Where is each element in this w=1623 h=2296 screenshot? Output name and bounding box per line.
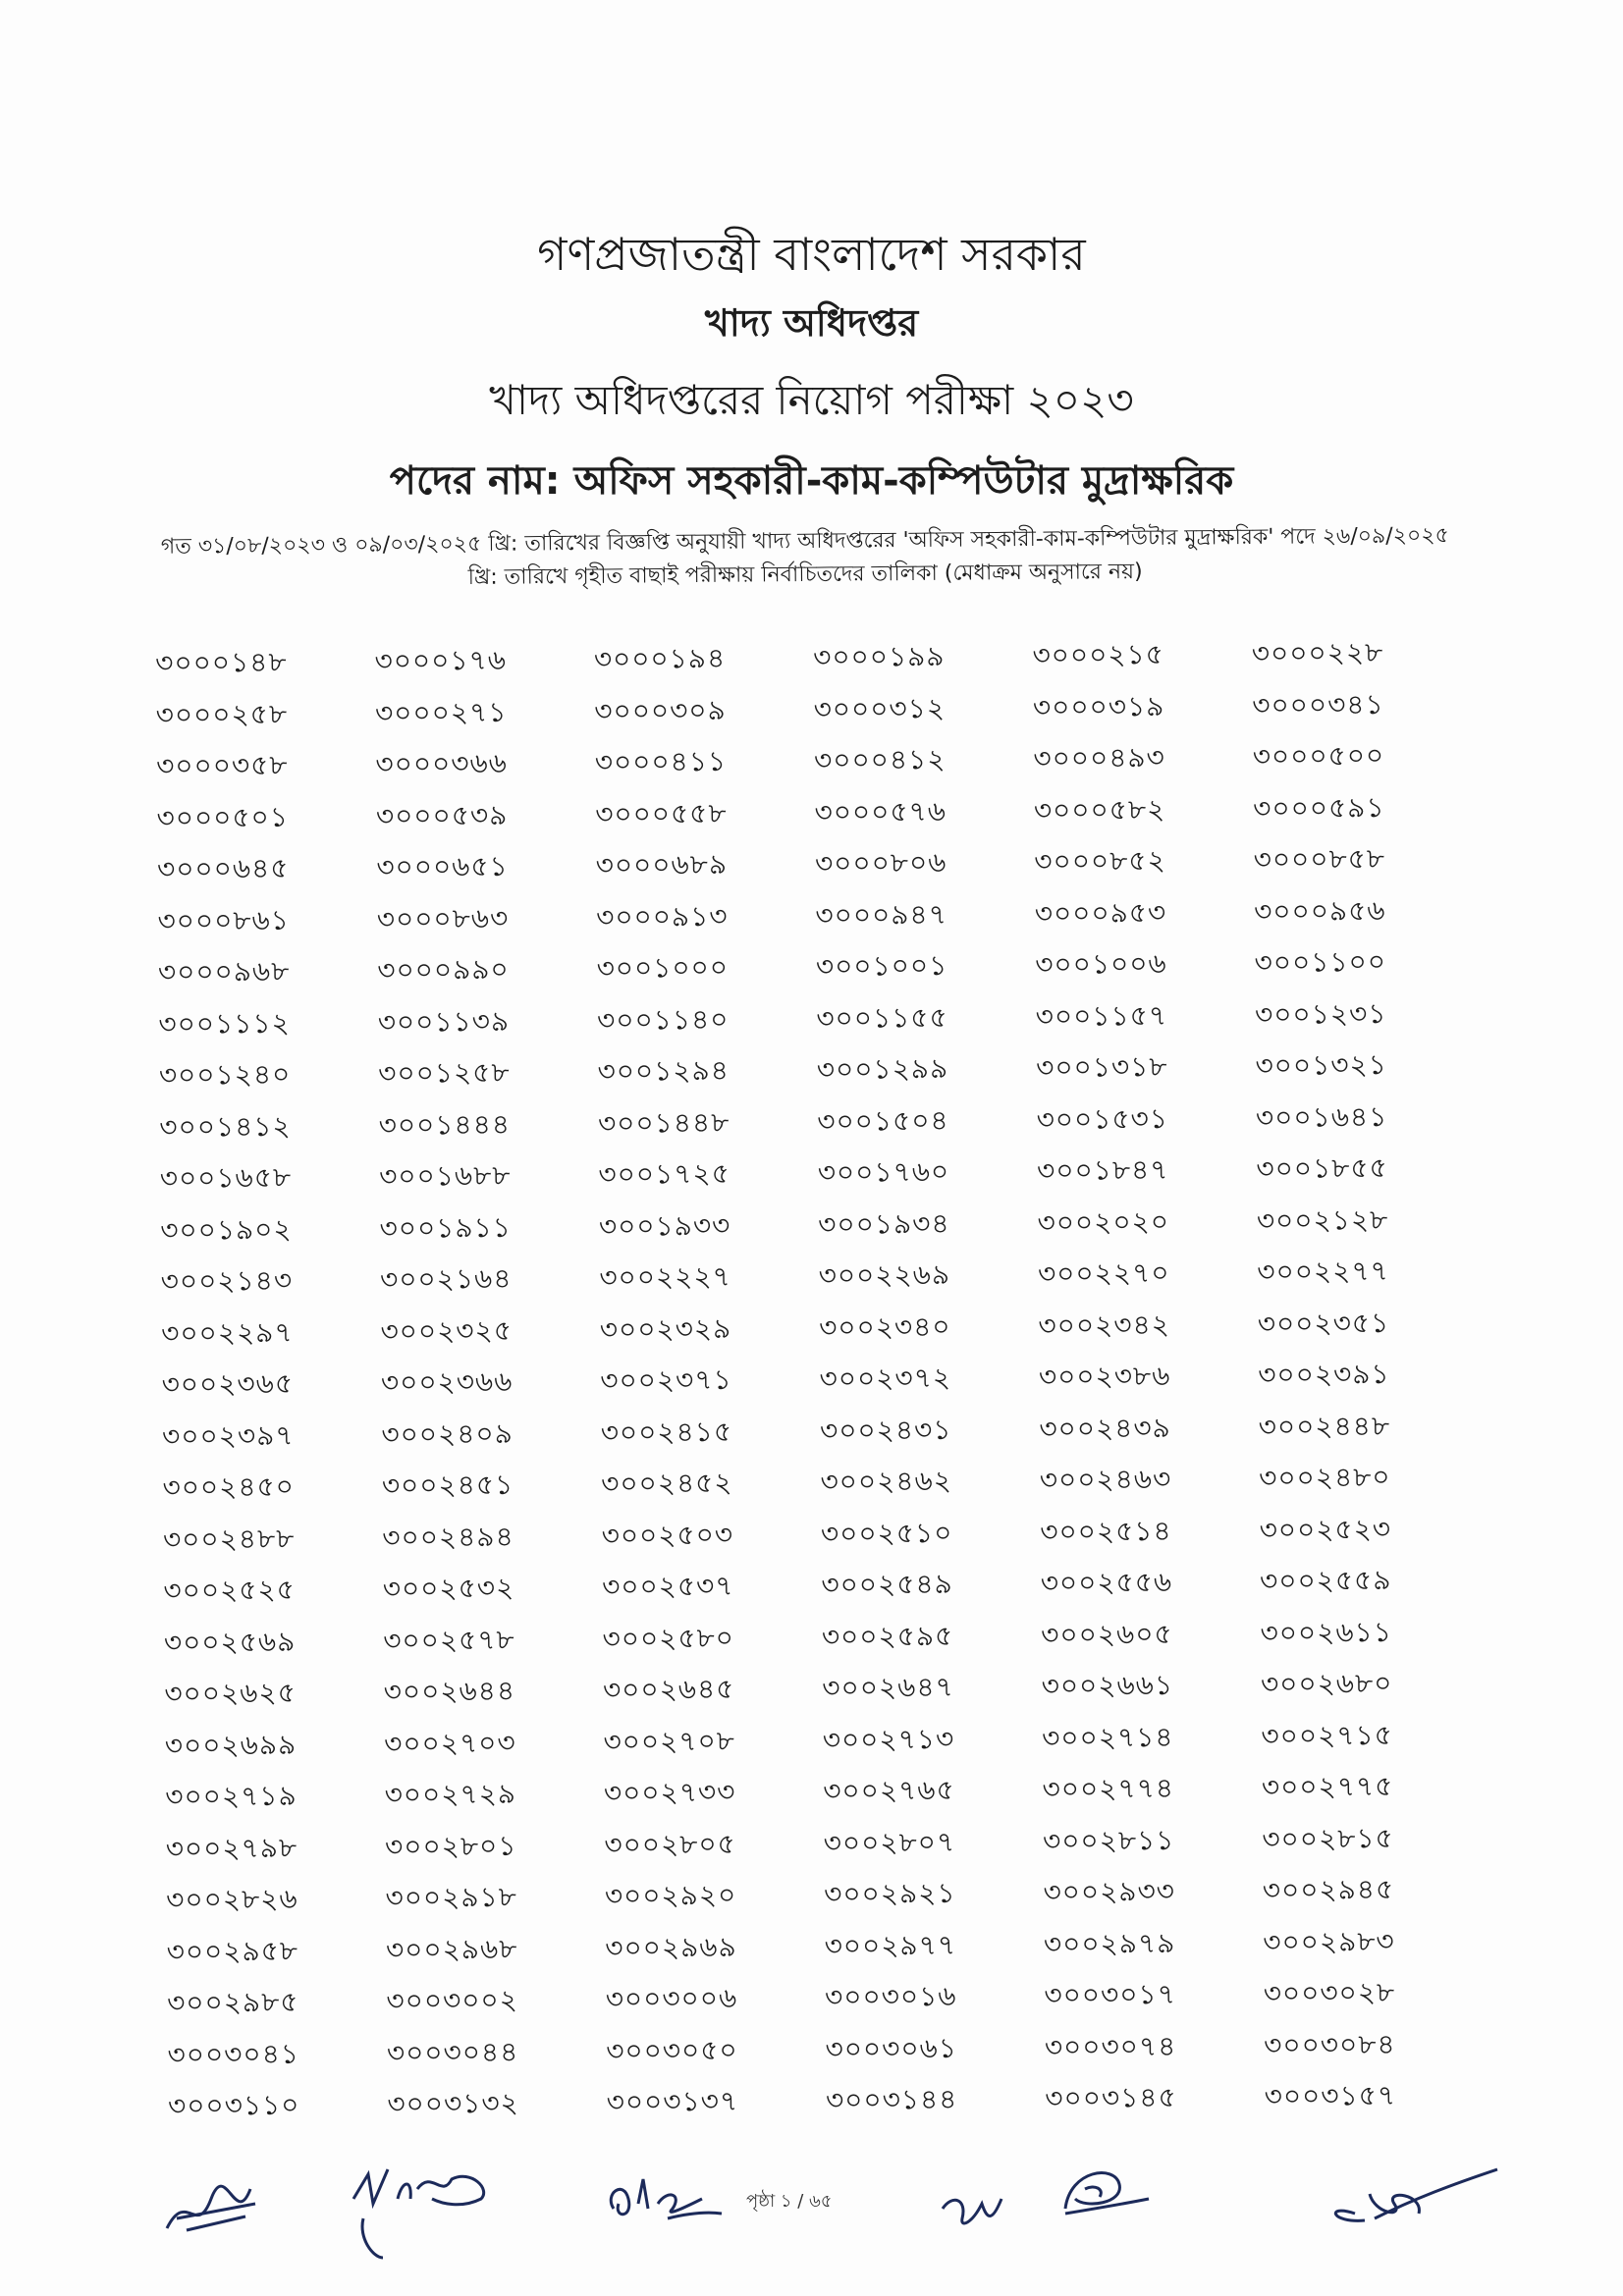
roll-number-cell: ৩০০৩১৪৪ <box>825 2082 958 2117</box>
roll-number-cell: ৩০০২৫৫৯ <box>1259 1563 1392 1598</box>
roll-number-cell: ৩০০২৪৫১ <box>381 1468 514 1502</box>
roll-number-cell: ৩০০২৭১৯ <box>165 1779 298 1813</box>
roll-number-cell: ৩০০২৩৬৬ <box>380 1364 514 1399</box>
roll-number-cell: ৩০০০৫০০ <box>1252 739 1385 774</box>
roll-number-cell: ৩০০০৫৩৯ <box>375 798 509 832</box>
roll-number-cell: ৩০০২৫৬৯ <box>163 1625 297 1659</box>
page-number: পৃষ্ঠা ১ / ৬৫ <box>746 2191 833 2212</box>
roll-number-cell: ৩০০০১৪৮ <box>155 645 288 679</box>
roll-number-cell: ৩০০২৯৭৯ <box>1043 1926 1176 1960</box>
roll-number-cell: ৩০০২৮১৫ <box>1262 1821 1394 1855</box>
roll-number-cell: ৩০০২৩৫১ <box>1257 1306 1390 1340</box>
roll-number-cell: ৩০০৩০২৮ <box>1263 1975 1396 2010</box>
roll-number-cell: ৩০০০৮৬১ <box>157 903 291 937</box>
exam-title: খাদ্য অধিদপ্তরের নিয়োগ পরীক্ষা ২০২৩ <box>489 376 1134 424</box>
roll-number-cell: ৩০০১২৩১ <box>1254 996 1387 1031</box>
roll-number-cell: ৩০০২৩৪২ <box>1038 1308 1171 1342</box>
roll-number-cell: ৩০০২৪৫২ <box>601 1466 733 1500</box>
roll-number-cell: ৩০০১৮৫৫ <box>1256 1150 1388 1186</box>
roll-number-cell: ৩০০২৬৮০ <box>1260 1666 1393 1701</box>
roll-number-cell: ৩০০২৭৭৫ <box>1261 1769 1394 1804</box>
roll-number-cell: ৩০০১১১২ <box>158 1006 291 1041</box>
roll-number-cell: ৩০০২৬৪৭ <box>822 1670 954 1705</box>
roll-number-cell: ৩০০১৬৮৮ <box>378 1158 512 1193</box>
roll-number-cell: ৩০০২৩৬৫ <box>161 1366 295 1401</box>
roll-number-cell: ৩০০২৩৮৬ <box>1038 1359 1171 1394</box>
roll-number-cell: ৩০০১৯০২ <box>160 1212 293 1247</box>
signature-4-icon <box>933 2169 1011 2238</box>
roll-number-cell: ৩০০২২৯৭ <box>161 1315 294 1350</box>
roll-number-cell: ৩০০১৮৪৭ <box>1036 1152 1169 1188</box>
roll-number-cell: ৩০০২৩৪০ <box>818 1309 951 1344</box>
roll-number-cell: ৩০০২৫৮০ <box>602 1621 735 1655</box>
roll-number-cell: ৩০০২৭৭৪ <box>1042 1771 1175 1806</box>
roll-number-cell: ৩০০২৫৪৯ <box>821 1567 953 1602</box>
roll-number-cell: ৩০০২৪১৫ <box>600 1415 733 1449</box>
roll-number-cell: ৩০০২৫০৩ <box>601 1518 734 1552</box>
roll-number-cell: ৩০০৩০১৭ <box>1044 1977 1176 2012</box>
roll-number-cell: ৩০০০৯৪৭ <box>815 897 947 932</box>
roll-number-cell: ৩০০১৫৩১ <box>1036 1101 1169 1136</box>
roll-number-cell: ৩০০২২৬৯ <box>818 1257 951 1293</box>
roll-number-cell: ৩০০২৭৯৮ <box>165 1831 298 1865</box>
roll-number-cell: ৩০০০৩১৯ <box>1032 689 1165 723</box>
roll-number-cell: ৩০০২৭৩৩ <box>603 1775 736 1809</box>
roll-number-cell: ৩০০১১৪০ <box>596 1002 730 1037</box>
roll-number-cell: ৩০০২৩৭২ <box>819 1361 952 1396</box>
roll-number-cell: ৩০০০৫৯১ <box>1253 790 1385 825</box>
roll-number-cell: ৩০০২৪৩৯ <box>1039 1411 1171 1445</box>
roll-number-cell: ৩০০২৫৫৬ <box>1040 1565 1173 1600</box>
roll-number-cell: ৩০০৩১৪৫ <box>1045 2080 1177 2115</box>
roll-number-cell: ৩০০২৯৮৫ <box>166 1985 299 2019</box>
roll-number-cell: ৩০০০৩০৯ <box>594 693 727 727</box>
roll-number-cell: ৩০০২৯৩৩ <box>1043 1874 1176 1909</box>
roll-number-cell: ৩০০২৭১৫ <box>1261 1718 1393 1752</box>
roll-number-cell: ৩০০২৬৯৯ <box>164 1728 298 1762</box>
roll-number-cell: ৩০০০৬৫১ <box>376 849 509 883</box>
roll-number-cell: ৩০০০৯১৩ <box>596 899 729 934</box>
roll-number-cell: ৩০০০৫৫৮ <box>595 796 728 830</box>
roll-number-cell: ৩০০২৭০৮ <box>603 1724 736 1758</box>
roll-number-cell: ৩০০০৮৫২ <box>1034 843 1166 879</box>
roll-number-cell: ৩০০২৮০১ <box>384 1829 517 1863</box>
roll-number-cell: ৩০০৩০৮৪ <box>1264 2027 1396 2061</box>
roll-number-cell: ৩০০৩০৫০ <box>606 2033 738 2067</box>
roll-number-cell: ৩০০০৩৬৬ <box>375 746 509 780</box>
roll-number-cell: ৩০০২৯৬৮ <box>385 1932 518 1966</box>
roll-number-cell: ৩০০২৯৭৭ <box>824 1928 957 1962</box>
roll-number-cell: ৩০০২৭২৯ <box>384 1777 517 1811</box>
roll-number-cell: ৩০০১২৯৯ <box>816 1051 949 1087</box>
roll-number-cell: ৩০০২৯২১ <box>824 1876 956 1911</box>
roll-number-cell: ৩০০১৪৪৪ <box>378 1107 512 1142</box>
roll-number-cell: ৩০০৩১৩২ <box>387 2086 519 2120</box>
roll-number-cell: ৩০০২৬০৫ <box>1041 1617 1173 1651</box>
roll-number-cell: ৩০০০৯৫৬ <box>1253 893 1386 928</box>
roll-number-cell: ৩০০০২৭১ <box>374 695 508 729</box>
roll-number-cell: ৩০০২৪৬২ <box>820 1464 953 1499</box>
roll-number-cell: ৩০০৩১৫৭ <box>1264 2078 1397 2113</box>
roll-number-cell: ৩০০২৪৮৮ <box>162 1522 296 1556</box>
roll-number-cell: ৩০০০২১৫ <box>1032 637 1165 672</box>
roll-number-cell: ৩০০২১৬৪ <box>379 1261 513 1296</box>
roll-number-cell: ৩০০১৯৩৩ <box>598 1208 731 1243</box>
roll-number-cell: ৩০০০৬৪৫ <box>156 851 290 885</box>
roll-number-cell: ৩০০১৩২১ <box>1255 1047 1388 1083</box>
roll-number-cell: ৩০০২৪৯৪ <box>382 1520 514 1554</box>
roll-number-cell: ৩০০২৫৩২ <box>382 1571 515 1605</box>
roll-number-cell: ৩০০১৩১৮ <box>1036 1049 1168 1085</box>
roll-number-cell: ৩০০২৯৬৯ <box>605 1930 737 1964</box>
roll-number-cell: ৩০০২৩৭১ <box>600 1362 732 1398</box>
signature-6-icon <box>1276 2160 1502 2238</box>
roll-number-cell: ৩০০০৩৪১ <box>1252 687 1384 721</box>
roll-number-cell: ৩০০২৫১৪ <box>1040 1514 1172 1548</box>
notice-text: গত ৩১/০৮/২০২৩ ও ০৯/০৩/২০২৫ খ্রি: তারিখের বিজ্ঞপ্তি অনুযায়ী খাদ্য অধিদপ্তরের 'অফিস সহকারী-কাম-কম্পিউটার মুদ্রাক্ষরিক' পদে ২৬/০৯/২০২৫ খ্রি: তারিখে গৃহীত বাছাই পরীক্ষায় নির্বাচিতদের তালিকা (মেধাক্রম অনুসারে নয়) <box>160 523 1449 590</box>
roll-number-cell: ৩০০১৬৫৮ <box>159 1160 293 1195</box>
roll-number-cell: ৩০০০২৫৮ <box>155 697 289 731</box>
roll-number-cell: ৩০০০৮০৬ <box>814 845 947 881</box>
roll-number-cell: ৩০০২৯১৮ <box>385 1880 518 1914</box>
roll-number-cell: ৩০০২১৪৩ <box>160 1263 294 1298</box>
roll-number-cell: ৩০০১০০০ <box>596 950 730 986</box>
roll-number-cell: ৩০০১২৯৪ <box>597 1053 730 1089</box>
roll-number-cell: ৩০০০১৯৪ <box>593 641 727 676</box>
roll-number-cell: ৩০০১৪১২ <box>159 1109 292 1144</box>
signature-1-icon <box>157 2169 275 2248</box>
roll-number-cell: ৩০০২৪৩১ <box>819 1413 952 1447</box>
roll-number-cell: ৩০০০৯৯০ <box>377 952 510 987</box>
roll-number-cell: ৩০০২৭১৩ <box>822 1722 955 1756</box>
roll-number-cell: ৩০০১৯৩৪ <box>818 1206 950 1241</box>
roll-number-cell: ৩০০০৮৬৩ <box>376 901 510 935</box>
roll-number-cell: ৩০০২৪৬৩ <box>1039 1462 1172 1497</box>
roll-number-cell: ৩০০২৮১১ <box>1042 1823 1175 1857</box>
roll-number-cell: ৩০০১০০৬ <box>1035 946 1167 982</box>
roll-number-cell: ৩০০১৬৪১ <box>1255 1099 1388 1134</box>
roll-number-cell: ৩০০৩০৬১ <box>825 2031 958 2065</box>
roll-number-cell: ৩০০১৫০৪ <box>817 1103 949 1138</box>
roll-number-cell: ৩০০২৬৪৫ <box>602 1672 735 1706</box>
roll-number-cell: ৩০০০৯৬৮ <box>157 954 291 988</box>
roll-number-cell: ৩০০২৬৪৪ <box>383 1674 516 1708</box>
roll-number-cell: ৩০০৩১৩৭ <box>606 2084 739 2118</box>
roll-number-cell: ৩০০২৯৫৮ <box>166 1934 299 1968</box>
roll-number-cell: ৩০০১৯১১ <box>379 1210 513 1245</box>
roll-number-cell: ৩০০১৭২৫ <box>598 1156 730 1192</box>
roll-number-cell: ৩০০২৫১০ <box>820 1516 953 1550</box>
roll-number-cell: ৩০০২২২৭ <box>599 1259 731 1295</box>
roll-number-cell: ৩০০২৮২৬ <box>166 1882 298 1916</box>
roll-number-cell: ৩০০২৫২৫ <box>163 1573 296 1607</box>
roll-number-cell: ৩০০৩০৭৪ <box>1044 2029 1177 2063</box>
roll-number-cell: ৩০০১৪৪৮ <box>597 1105 730 1140</box>
post-name: পদের নাম: অফিস সহকারী-কাম-কম্পিউটার মুদ্রাক্ষরিক <box>389 458 1234 504</box>
government-title: গণপ্রজাতন্ত্রী বাংলাদেশ সরকার <box>537 228 1086 281</box>
roll-number-cell: ৩০০০৩৫৮ <box>155 748 289 782</box>
roll-number-cell: ৩০০২৬৬১ <box>1041 1668 1174 1703</box>
roll-number-cell: ৩০০২৬১১ <box>1260 1615 1393 1649</box>
roll-number-cell: ৩০০১৭৬০ <box>817 1154 950 1190</box>
roll-number-cell: ৩০০০৫৮২ <box>1033 792 1166 827</box>
roll-number-cell: ৩০০০৩১২ <box>813 691 947 725</box>
roll-number-cell: ৩০০৩০০৬ <box>605 1981 738 2015</box>
roll-number-cell: ৩০০২২৭০ <box>1037 1255 1170 1291</box>
roll-number-cell: ৩০০০৬৮৯ <box>595 847 729 882</box>
roll-number-cell: ৩০০২৫২৩ <box>1259 1512 1392 1546</box>
roll-number-cell: ৩০০১২৪০ <box>158 1057 292 1092</box>
signature-3-icon <box>599 2164 736 2243</box>
roll-number-cell: ৩০০০৮৫৮ <box>1253 842 1386 877</box>
roll-number-cell: ৩০০২৪৪৮ <box>1258 1409 1391 1443</box>
roll-number-cell: ৩০০৩০০২ <box>386 1983 519 2017</box>
roll-number-cell: ৩০০২৪৫০ <box>162 1469 296 1504</box>
roll-number-cell: ৩০০০৪১২ <box>813 742 947 777</box>
roll-number-cell: ৩০০২২৭৭ <box>1257 1254 1389 1289</box>
roll-number-cell: ৩০০২৮০৫ <box>604 1827 736 1861</box>
signature-2-icon <box>344 2160 511 2268</box>
roll-number-cell: ৩০০২৫৯৫ <box>821 1619 954 1653</box>
roll-number-cell: ৩০০২৭৬৫ <box>823 1773 955 1808</box>
roll-number-cell: ৩০০২৩২৯ <box>599 1311 732 1346</box>
roll-number-cell: ৩০০২৭১৪ <box>1041 1720 1174 1754</box>
roll-number-cell: ৩০০০১৯৯ <box>813 639 946 674</box>
roll-number-cell: ৩০০০৫৭৬ <box>814 794 947 828</box>
roll-number-cell: ৩০০৩০৪৪ <box>386 2035 519 2069</box>
roll-number-cell: ৩০০০২২৮ <box>1251 636 1384 670</box>
roll-number-cell: ৩০০২৯৮৩ <box>1263 1924 1395 1958</box>
signature-5-icon <box>1055 2160 1154 2228</box>
roll-number-cell: ৩০০১২৫৮ <box>378 1055 511 1090</box>
roll-number-cell: ৩০০২৫৩৭ <box>601 1569 734 1603</box>
roll-number-table <box>147 626 1476 2132</box>
roll-number-cell: ৩০০২৫৭৮ <box>383 1623 515 1657</box>
roll-number-cell: ৩০০২৭০৩ <box>384 1726 516 1760</box>
roll-number-cell: ৩০০০৪৯৩ <box>1033 740 1165 775</box>
roll-number-cell: ৩০০৩০৪১ <box>167 2037 300 2071</box>
roll-number-cell: ৩০০২৩২৫ <box>380 1313 514 1348</box>
roll-number-cell: ৩০০১১৫৭ <box>1035 998 1168 1033</box>
roll-number-cell: ৩০০২০২০ <box>1037 1204 1170 1239</box>
roll-number-cell: ৩০০০৪১১ <box>594 744 728 779</box>
roll-number-cell: ৩০০০৫০১ <box>156 800 290 834</box>
roll-number-cell: ৩০০২৪০৯ <box>381 1416 514 1451</box>
roll-number-cell: ৩০০০১৭৬ <box>374 643 508 677</box>
signature-footer <box>0 2160 1623 2277</box>
roll-number-cell: ৩০০২৯২০ <box>604 1878 737 1912</box>
roll-number-cell: ৩০০২৩৯৭ <box>161 1418 295 1453</box>
roll-number-cell: ৩০০৩০১৬ <box>824 1979 957 2014</box>
roll-number-cell: ৩০০২৯৪৫ <box>1262 1872 1395 1907</box>
roll-number-cell: ৩০০১০০১ <box>815 948 948 984</box>
roll-number-cell: ৩০০০৯৫৩ <box>1034 895 1167 930</box>
roll-number-cell: ৩০০১১৩৯ <box>377 1004 511 1039</box>
roll-number-cell: ৩০০২৬২৫ <box>164 1676 297 1710</box>
roll-number-cell: ৩০০২৮০৭ <box>823 1825 956 1859</box>
roll-number-cell: ৩০০২১২৮ <box>1256 1202 1389 1237</box>
roll-number-cell: ৩০০৩১১০ <box>167 2088 300 2122</box>
roll-number-cell: ৩০০২৪৮০ <box>1259 1460 1391 1495</box>
department-title: খাদ্য অধিদপ্তর <box>704 301 919 345</box>
roll-number-cell: ৩০০১১৫৫ <box>816 1000 948 1035</box>
roll-number-cell: ৩০০১১০০ <box>1254 945 1387 980</box>
roll-number-cell: ৩০০২৩৯১ <box>1258 1357 1390 1392</box>
